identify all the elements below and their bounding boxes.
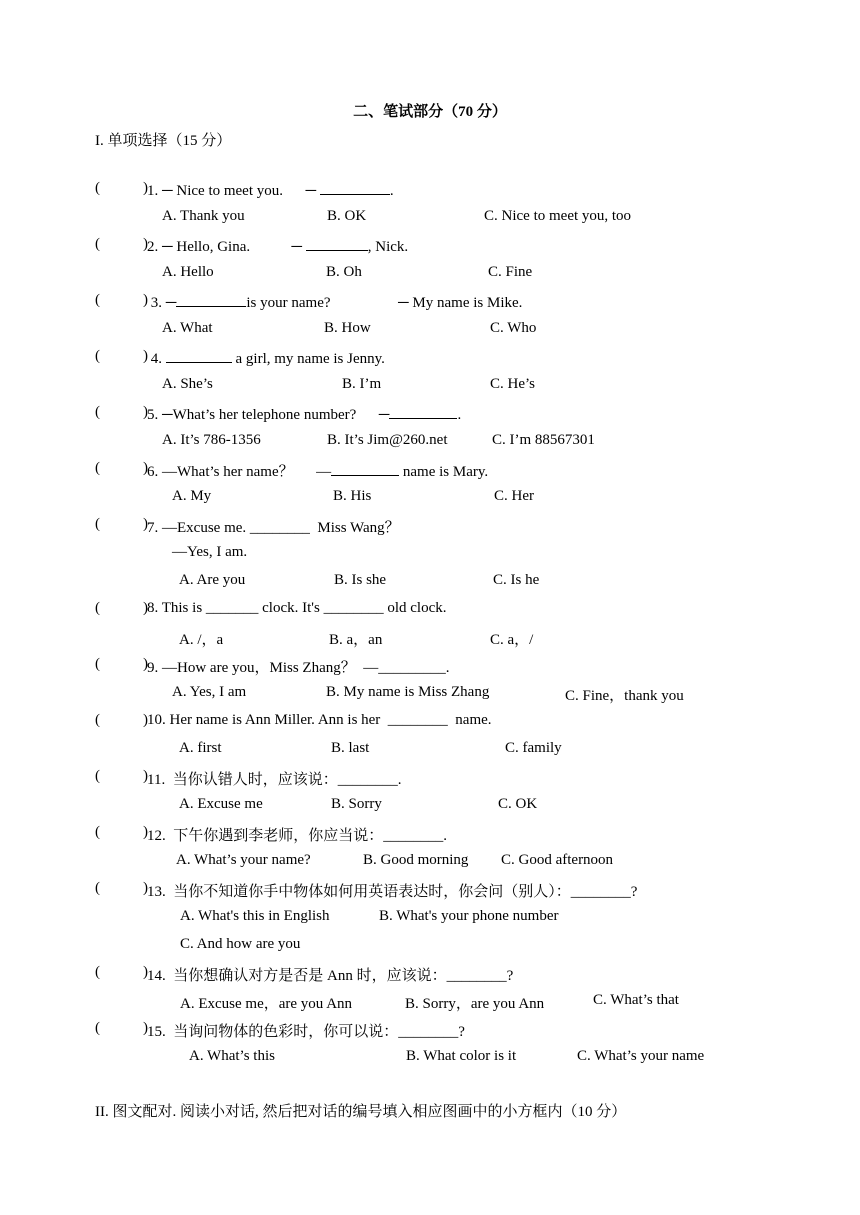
option-b: B. last — [331, 740, 370, 756]
answer-paren-open: ( — [95, 404, 100, 420]
answer-paren-open: ( — [95, 656, 100, 672]
question-2 — [95, 236, 795, 256]
answer-blank — [166, 348, 232, 363]
option-b: B. It’s Jim@260.net — [327, 432, 448, 448]
question-14 — [95, 964, 795, 984]
option-b: B. What's your phone number — [379, 908, 559, 924]
option-a: A. Excuse me，are you Ann — [180, 996, 353, 1012]
answer-paren-close: ) — [143, 404, 148, 420]
option-b: B. My name is Miss Zhang — [326, 684, 490, 700]
question-stem-end: . — [457, 407, 462, 423]
option-c: C. And how are you — [180, 936, 301, 952]
question-stem-end: is your name? ─ My name is Mike. — [246, 295, 523, 311]
answer-paren-close: ) — [143, 600, 148, 616]
question-8 — [95, 600, 795, 620]
answer-paren-close: ) — [143, 516, 148, 532]
option-b: B. Sorry，are you Ann — [405, 996, 545, 1012]
question-7-line-2: —Yes, I am. — [172, 544, 248, 560]
option-a: A. /，a — [179, 632, 224, 648]
answer-paren-open: ( — [95, 1020, 100, 1036]
option-b: B. Sorry — [331, 796, 382, 812]
answer-paren-open: ( — [95, 880, 100, 896]
answer-paren-close: ) — [143, 964, 148, 980]
answer-paren-open: ( — [95, 712, 100, 728]
option-a: A. What’s your name? — [176, 852, 311, 868]
options-4 — [162, 376, 762, 396]
options-6 — [172, 488, 772, 508]
options-7 — [179, 572, 779, 592]
option-c: C. I’m 88567301 — [492, 432, 595, 448]
question-stem: 6. —What’s her name？ — — [147, 464, 332, 480]
answer-paren-open: ( — [95, 460, 100, 476]
option-b: B. I’m — [342, 376, 382, 392]
option-a: A. My — [172, 488, 212, 504]
answer-paren-close: ) — [143, 460, 148, 476]
options-5 — [162, 432, 762, 452]
answer-paren-open: ( — [95, 180, 100, 196]
answer-paren-open: ( — [95, 236, 100, 252]
question-stem: 8. This is _______ clock. It's ________ old clock. — [147, 600, 447, 616]
answer-blank — [306, 236, 368, 251]
section-heading-1: I. 单项选择（15 分） — [95, 133, 232, 149]
question-stem: 2. ─ Hello, Gina. ─ — [147, 239, 306, 255]
options-11 — [179, 796, 779, 816]
answer-blank — [176, 292, 246, 307]
answer-paren-close: ) — [143, 656, 148, 672]
question-3 — [95, 292, 795, 312]
question-stem: 12. 下午你遇到李老师，你应当说：________. — [147, 828, 448, 844]
question-11 — [95, 768, 795, 788]
question-7 — [95, 516, 795, 536]
option-b: B. Oh — [326, 264, 362, 280]
options-15 — [189, 1048, 789, 1068]
answer-paren-open: ( — [95, 768, 100, 784]
question-stem-end: . — [389, 183, 394, 199]
question-stem-end: name is Mary. — [399, 464, 489, 480]
option-c: C. Fine — [488, 264, 533, 280]
answer-paren-close: ) — [143, 236, 148, 252]
answer-paren-close: ) — [143, 292, 148, 308]
section-heading-2: II. 图文配对. 阅读小对话, 然后把对话的编号填入相应图画中的小方框内（10 分） — [95, 1104, 627, 1120]
option-c: C. What’s your name — [577, 1048, 705, 1064]
question-stem: 13. 当你不知道你手中物体如何用英语表达时，你会问（别人）：________? — [147, 884, 638, 900]
option-a: A. Thank you — [162, 208, 245, 224]
options-1 — [162, 208, 762, 228]
option-a: A. She’s — [162, 376, 213, 392]
answer-paren-open: ( — [95, 348, 100, 364]
question-stem: 9. —How are you，Miss Zhang？ —_________. — [147, 660, 450, 676]
option-b: B. Good morning — [363, 852, 469, 868]
question-stem: 5. ─What’s her telephone number? ─ — [147, 407, 390, 423]
answer-blank — [331, 461, 399, 476]
option-c: C. He’s — [490, 376, 535, 392]
option-c: C. OK — [498, 796, 538, 812]
option-b: B. OK — [327, 208, 367, 224]
answer-paren-close: ) — [143, 180, 148, 196]
question-stem: 10. Her name is Ann Miller. Ann is her ________ name. — [147, 712, 492, 728]
option-a: A. Yes, I am — [172, 684, 247, 700]
options-9 — [172, 684, 772, 704]
options-2 — [162, 264, 762, 284]
answer-paren-close: ) — [143, 348, 148, 364]
options-13 — [180, 908, 780, 928]
question-stem: 7. —Excuse me. ________ Miss Wang？ — [147, 520, 400, 536]
option-c: C. Her — [494, 488, 534, 504]
question-4 — [95, 348, 795, 368]
answer-blank — [389, 404, 457, 419]
question-1 — [95, 180, 795, 200]
question-stem: 1. ─ Nice to meet you. ─ — [147, 183, 320, 199]
options-14 — [180, 992, 780, 1012]
question-13 — [95, 880, 795, 900]
question-stem: 15. 当询问物体的色彩时，你可以说：________? — [147, 1024, 465, 1040]
option-b: B. What color is it — [406, 1048, 517, 1064]
answer-paren-open: ( — [95, 824, 100, 840]
option-b: B. Is she — [334, 572, 387, 588]
option-c: C. Fine，thank you — [565, 688, 684, 704]
option-b: B. His — [333, 488, 372, 504]
question-15 — [95, 1020, 795, 1040]
answer-paren-close: ) — [143, 768, 148, 784]
option-a: A. What’s this — [189, 1048, 275, 1064]
option-c: C. Nice to meet you, too — [484, 208, 632, 224]
question-stem: 3. ─ — [147, 295, 177, 311]
answer-paren-close: ) — [143, 1020, 148, 1036]
option-a: A. What — [162, 320, 213, 336]
answer-paren-close: ) — [143, 712, 148, 728]
question-12 — [95, 824, 795, 844]
answer-paren-close: ) — [143, 824, 148, 840]
option-c: C. Good afternoon — [501, 852, 614, 868]
option-c: C. What’s that — [593, 992, 679, 1008]
options-8 — [179, 628, 779, 648]
option-b: B. a，an — [329, 632, 383, 648]
options-3 — [162, 320, 762, 340]
option-c: C. Who — [490, 320, 537, 336]
answer-paren-close: ) — [143, 880, 148, 896]
option-b: B. How — [324, 320, 371, 336]
option-c: C. family — [505, 740, 562, 756]
question-stem-end: a girl, my name is Jenny. — [231, 351, 385, 367]
option-a: A. Are you — [179, 572, 246, 588]
question-stem-end: , Nick. — [367, 239, 409, 255]
option-a: A. Excuse me — [179, 796, 263, 812]
option-c: C. a，/ — [490, 632, 534, 648]
question-stem: 14. 当你想确认对方是否是 Ann 时，应该说：________? — [147, 968, 514, 984]
page-title: 二、笔试部分（70 分） — [353, 104, 507, 120]
question-stem: 11. 当你认错人时，应该说：________. — [147, 772, 402, 788]
question-5 — [95, 404, 795, 424]
answer-paren-open: ( — [95, 600, 100, 616]
options-12 — [176, 852, 776, 872]
question-9 — [95, 656, 795, 676]
question-10 — [95, 712, 795, 732]
answer-paren-open: ( — [95, 516, 100, 532]
option-a: A. What's this in English — [180, 908, 330, 924]
question-stem: 4. — [147, 351, 166, 367]
options-10 — [179, 740, 779, 760]
answer-paren-open: ( — [95, 292, 100, 308]
answer-paren-open: ( — [95, 964, 100, 980]
option-c: C. Is he — [493, 572, 540, 588]
question-6 — [95, 460, 795, 480]
option-a: A. It’s 786-1356 — [162, 432, 261, 448]
option-a: A. Hello — [162, 264, 214, 280]
option-a: A. first — [179, 740, 222, 756]
answer-blank — [320, 180, 390, 195]
